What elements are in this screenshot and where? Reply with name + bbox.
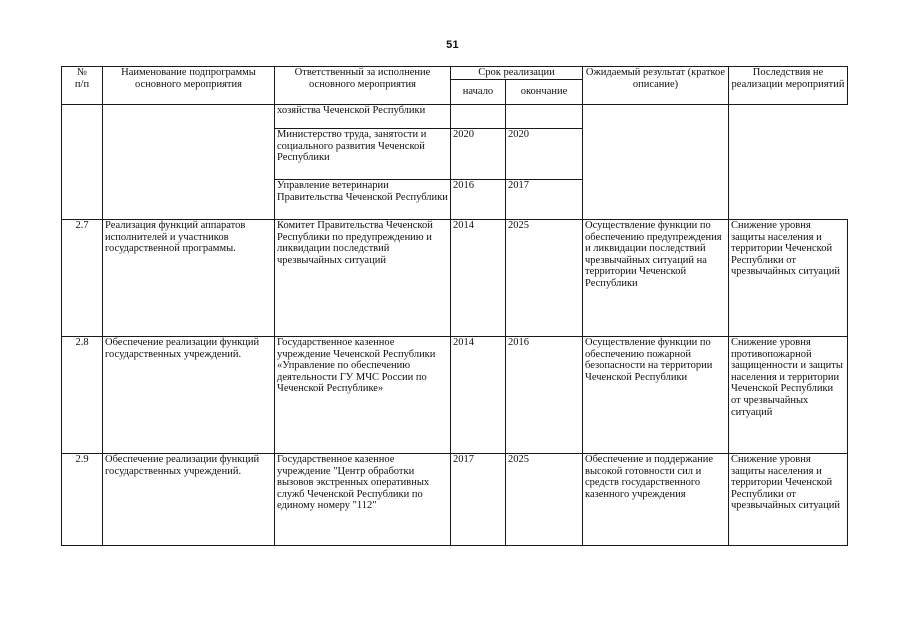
cont-end: 2017 — [506, 180, 583, 220]
cont-start: 2020 — [451, 129, 506, 180]
program-table — [61, 66, 848, 546]
row-consequences: Снижение уровня защиты населения и территории Чеченской Республики от чрезвычайных ситуаций — [729, 220, 848, 337]
cont-name-cell — [103, 105, 275, 220]
row-name: Обеспечение реализации функций государственных учреждений. — [103, 337, 275, 454]
row-start: 2014 — [451, 337, 506, 454]
row-start: 2014 — [451, 220, 506, 337]
row-end: 2025 — [506, 454, 583, 546]
cont-responsible: хозяйства Чеченской Республики — [275, 105, 451, 129]
header-responsible: Ответственный за исполнение основного мероприятия — [275, 67, 451, 105]
cont-start: 2016 — [451, 180, 506, 220]
header-name: Наименование подпрограммы основного мероприятия — [103, 67, 275, 105]
row-responsible: Государственное казенное учреждение "Центр обработки вызовов экстренных оперативных служб Чеченской Республики по единому номеру "112" — [275, 454, 451, 546]
row-name: Реализация функций аппаратов исполнителей и участников государственной программы. — [103, 220, 275, 337]
header-num: № п/п — [62, 67, 103, 105]
row-end: 2016 — [506, 337, 583, 454]
cont-responsible: Министерство труда, занятости и социального развития Чеченской Республики — [275, 129, 451, 180]
cont-start — [451, 105, 506, 129]
row-name: Обеспечение реализации функций государственных учреждений. — [103, 454, 275, 546]
row-responsible: Комитет Правительства Чеченской Республики по предупреждению и ликвидации последствий чрезвычайных ситуаций — [275, 220, 451, 337]
header-start: начало — [451, 80, 506, 105]
row-num: 2.7 — [62, 220, 103, 337]
row-start: 2017 — [451, 454, 506, 546]
header-end: окончание — [506, 80, 583, 105]
header-result: Ожидаемый результат (краткое описание) — [583, 67, 729, 105]
table-row — [62, 105, 848, 129]
row-consequences: Снижение уровня противопожарной защищенности и защиты населения и территории Чеченской Республики от чрезвычайных ситуаций — [729, 337, 848, 454]
cont-num-cell — [62, 105, 103, 220]
row-num: 2.9 — [62, 454, 103, 546]
cont-end: 2020 — [506, 129, 583, 180]
cont-responsible: Управление ветеринарии Правительства Чеченской Республики — [275, 180, 451, 220]
page-number: 51 — [446, 39, 459, 51]
header-period: Срок реализации — [451, 67, 583, 80]
table-row — [62, 454, 848, 546]
row-result: Осуществление функции по обеспечению предупреждения и ликвидации последствий чрезвычайных ситуаций на территории Чеченской Республики — [583, 220, 729, 337]
row-end: 2025 — [506, 220, 583, 337]
cont-result-cell — [583, 105, 729, 220]
cont-end — [506, 105, 583, 129]
header-consequences: Последствия не реализации мероприятий — [729, 67, 848, 105]
row-consequences: Снижение уровня защиты населения и территории Чеченской Республики от чрезвычайных ситуаций — [729, 454, 848, 546]
row-num: 2.8 — [62, 337, 103, 454]
row-result: Обеспечение и поддержание высокой готовности сил и средств государственного казенного учреждения — [583, 454, 729, 546]
table-row — [62, 337, 848, 454]
table-row — [62, 220, 848, 337]
row-responsible: Государственное казенное учреждение Чеченской Республики «Управление по обеспечению деятельности ГУ МЧС России по Чеченской Республике» — [275, 337, 451, 454]
row-result: Осуществление функции по обеспечению пожарной безопасности на территории Чеченской Республики — [583, 337, 729, 454]
